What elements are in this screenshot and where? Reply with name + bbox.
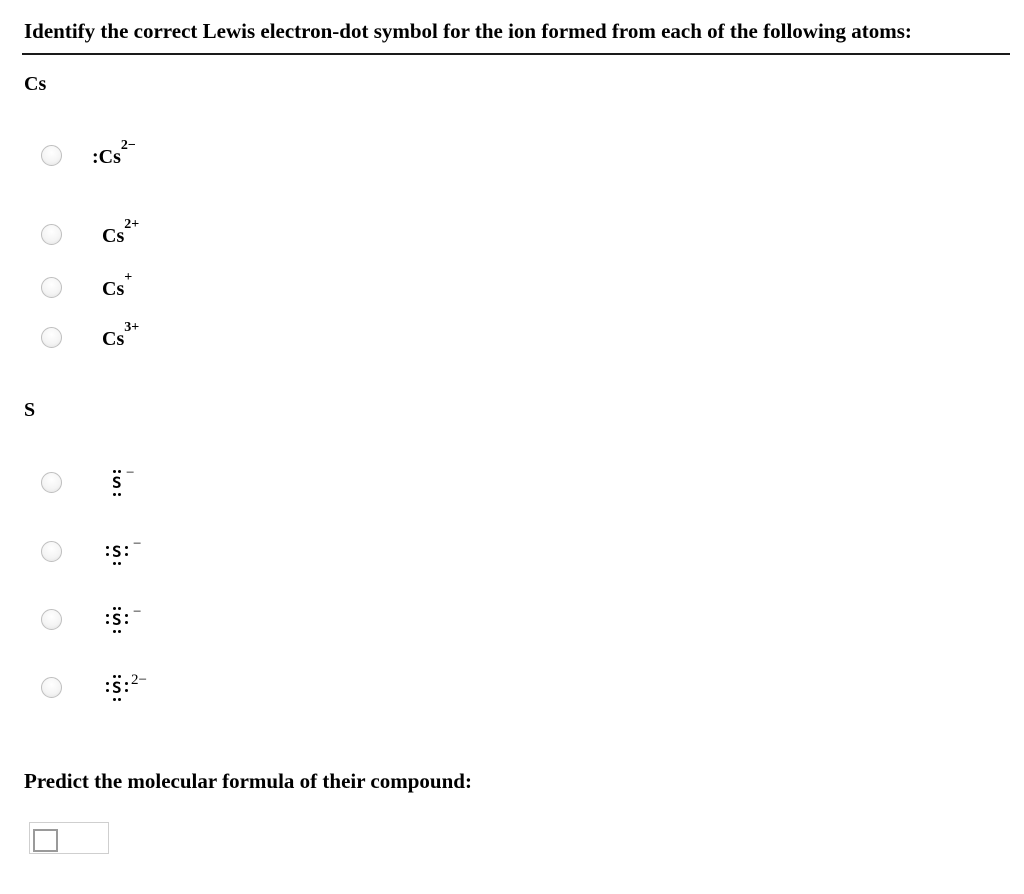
lewis-dot-symbol: S − xyxy=(96,524,176,582)
lewis-dot-symbol: S − xyxy=(96,592,176,650)
formula-answer-input[interactable] xyxy=(29,822,109,854)
formula-prompt: Predict the molecular formula of their compound: xyxy=(24,769,472,793)
cs-label: Cs xyxy=(24,73,47,95)
radio-button[interactable] xyxy=(41,145,62,166)
radio-button[interactable] xyxy=(41,472,62,493)
radio-button[interactable] xyxy=(41,541,62,562)
radio-button[interactable] xyxy=(41,224,62,245)
cs-option-2[interactable] xyxy=(38,217,438,253)
choice-label: $Cs^{3+}$ xyxy=(102,320,140,350)
s-option-2[interactable] xyxy=(38,538,438,570)
lewis-dot-symbol: S 2− xyxy=(96,660,176,718)
cs-option-4[interactable] xyxy=(38,320,438,356)
choice-label: $:Cs^{2-}$ xyxy=(92,138,136,168)
answer-placeholder-box xyxy=(33,829,58,852)
cs-option-1[interactable] xyxy=(38,138,438,174)
lewis-dot-symbol: S − xyxy=(96,455,176,513)
radio-button[interactable] xyxy=(41,609,62,630)
radio-button[interactable] xyxy=(41,677,62,698)
choice-label: Cs+ xyxy=(102,270,133,300)
radio-button[interactable] xyxy=(41,277,62,298)
divider xyxy=(22,53,1010,55)
radio-button[interactable] xyxy=(41,327,62,348)
s-option-3[interactable] xyxy=(38,606,438,638)
s-label: S xyxy=(24,399,36,421)
question-text: Identify the correct Lewis electron-dot symbol for the ion formed from each of the following atoms: xyxy=(24,19,912,43)
cs-option-3[interactable] xyxy=(38,270,438,306)
s-option-1[interactable] xyxy=(38,465,438,501)
choice-label: $Cs^{2+}$ xyxy=(102,217,140,247)
s-option-4[interactable] xyxy=(38,674,438,706)
